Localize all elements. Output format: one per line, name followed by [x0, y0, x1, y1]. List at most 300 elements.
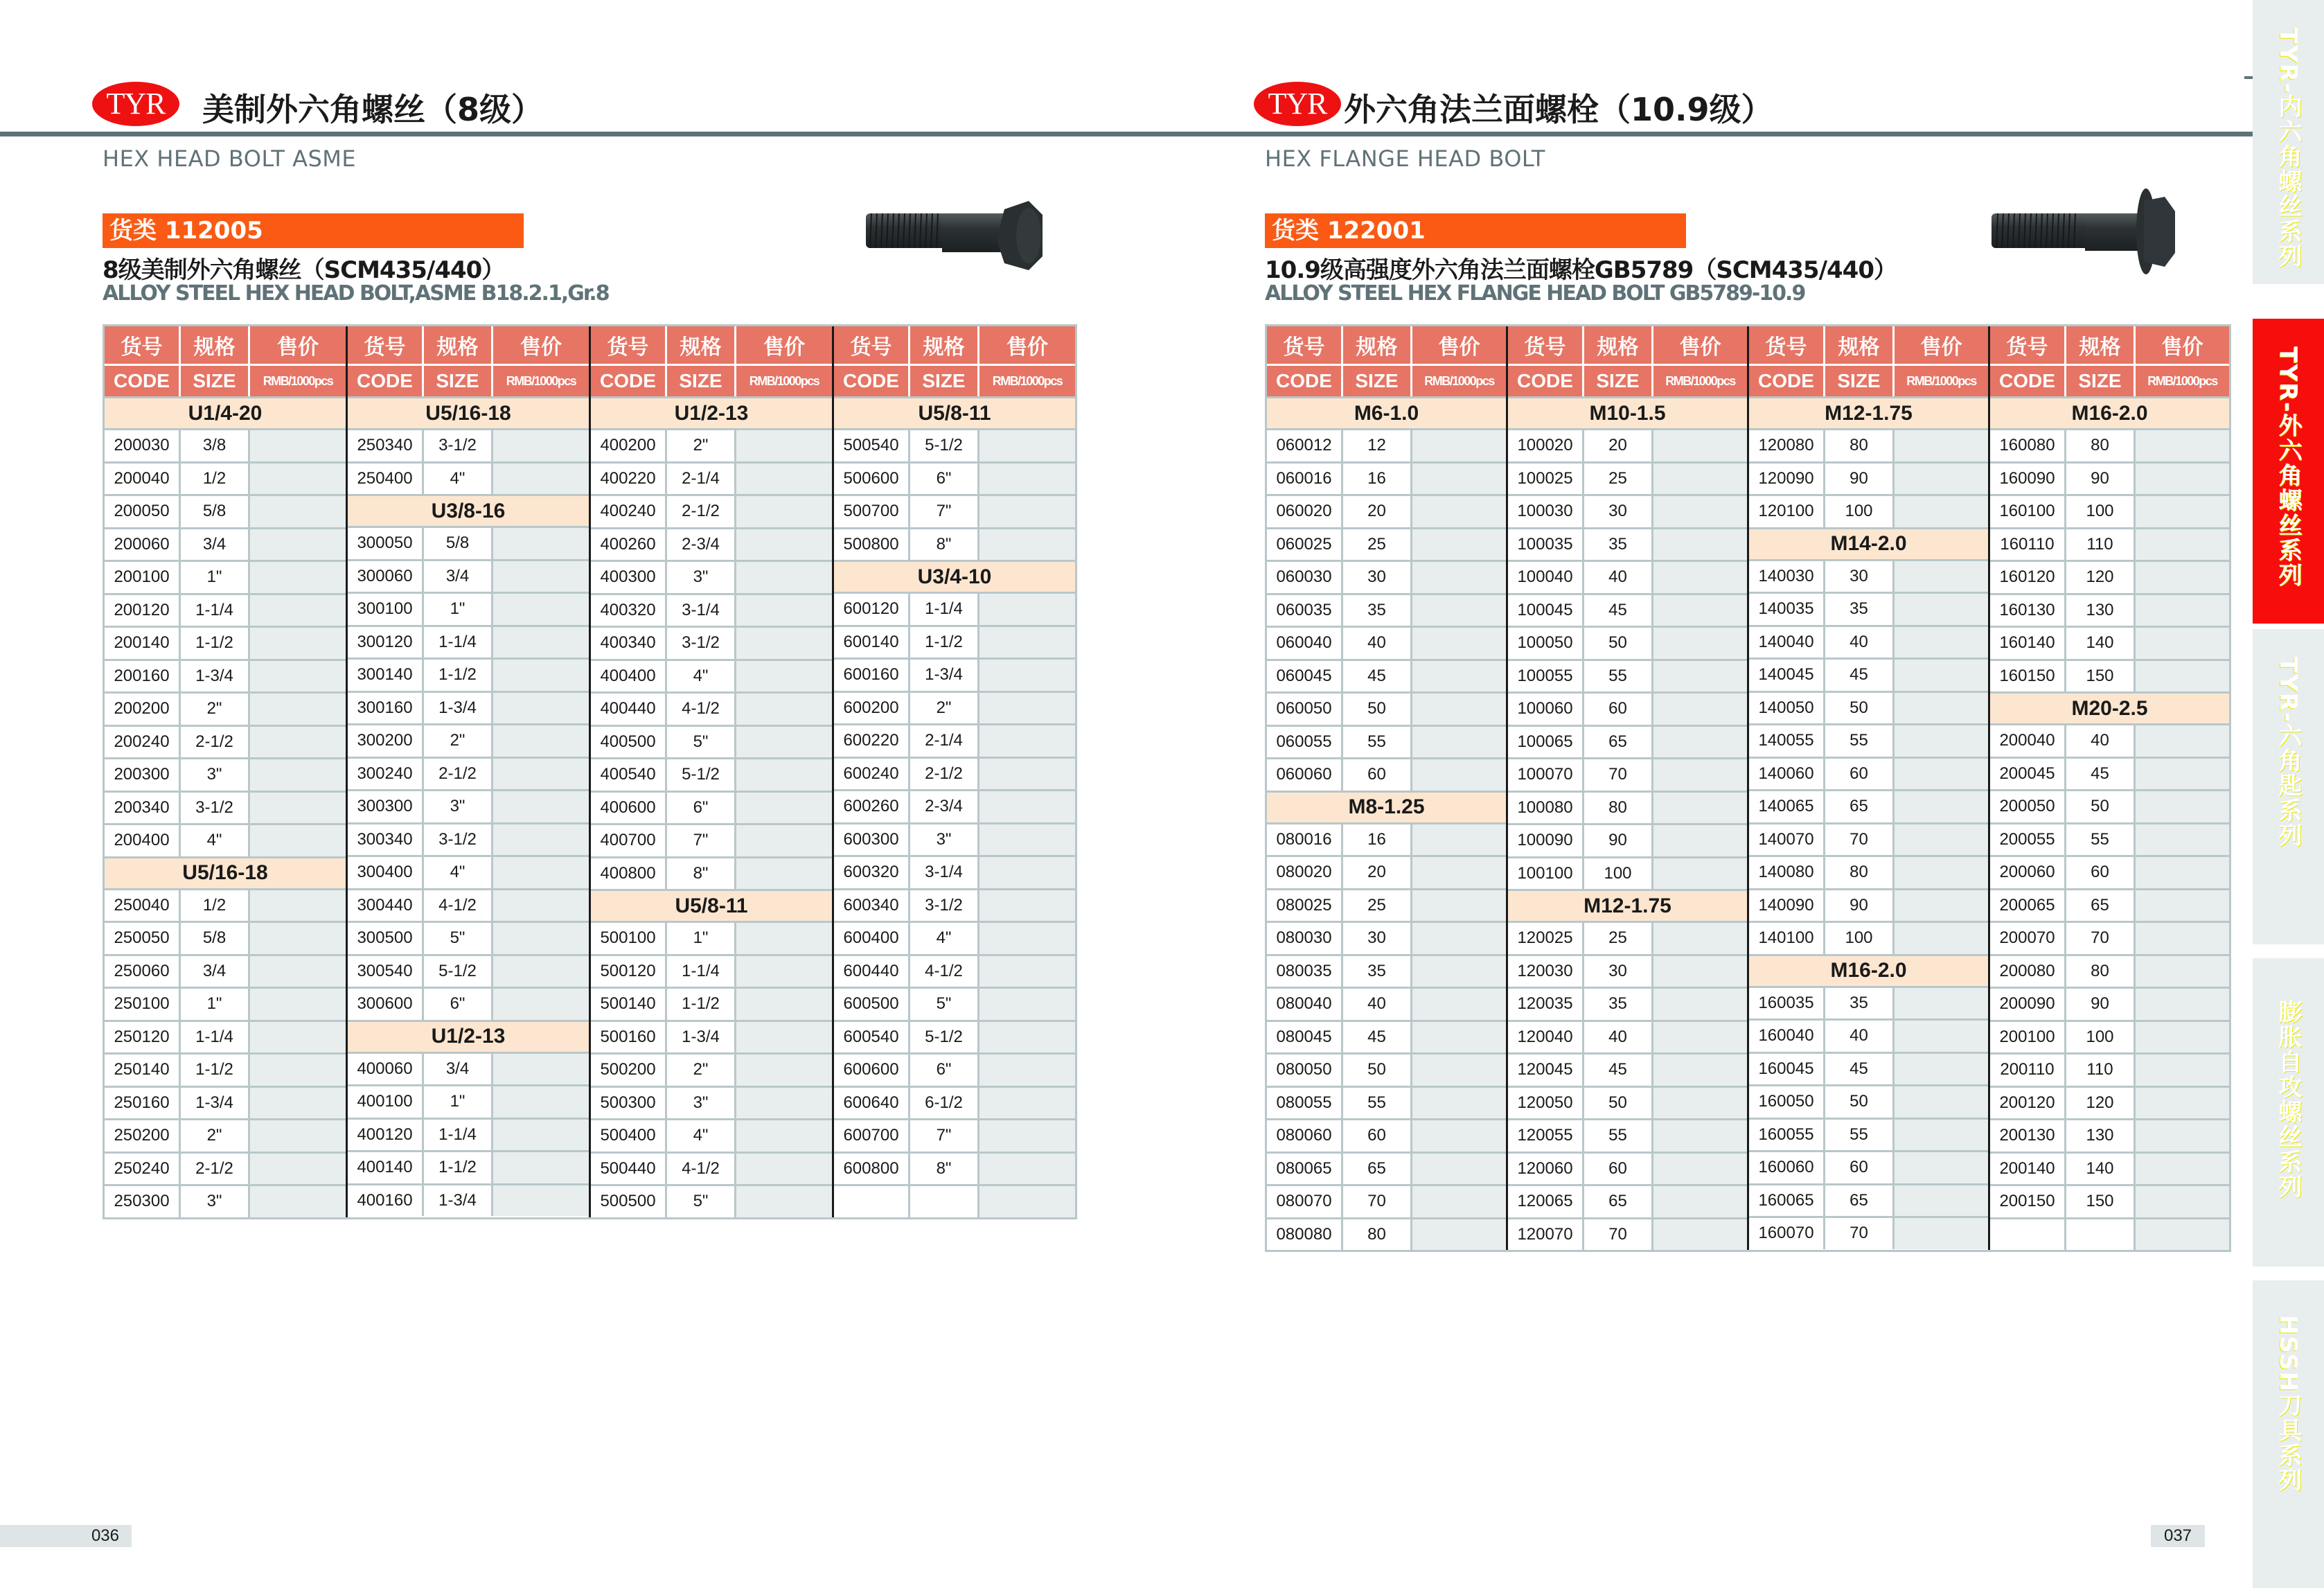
- size-cell: 1-3/4: [424, 693, 493, 724]
- price-cell: [250, 1120, 346, 1152]
- column-header: SIZE: [1343, 366, 1412, 396]
- table-row: [1267, 691, 1506, 725]
- table-row: [1508, 757, 1747, 791]
- size-cell: 3-1/2: [181, 793, 250, 824]
- code-cell: 200055: [1990, 824, 2066, 856]
- price-cell: [2136, 956, 2229, 987]
- table-row: [1990, 593, 2229, 626]
- table-row: [591, 987, 832, 1020]
- price-cell: [979, 1120, 1075, 1152]
- size-cell: 1-1/2: [181, 1055, 250, 1086]
- column-header: 规格: [181, 326, 250, 364]
- price-cell: [493, 1152, 589, 1183]
- price-cell: [736, 1088, 832, 1119]
- price-cell: [2136, 791, 2229, 822]
- code-cell: 400300: [591, 562, 667, 593]
- code-cell: 080045: [1267, 1022, 1343, 1053]
- size-cell: 8": [910, 1154, 979, 1185]
- size-cell: 1": [181, 562, 250, 593]
- table-row: [1749, 1183, 1988, 1217]
- code-cell: 250200: [105, 1120, 181, 1152]
- size-cell: 3": [667, 1088, 736, 1119]
- code-cell: 400440: [591, 694, 667, 725]
- size-cell: 16: [1343, 824, 1412, 856]
- size-cell: 45: [1343, 661, 1412, 692]
- thread-size-band: M16-2.0: [1749, 954, 1988, 986]
- thread-size-band: M6-1.0: [1267, 396, 1506, 428]
- column-header: CODE: [834, 366, 910, 396]
- table-row: [348, 1118, 589, 1151]
- table-row: [1749, 625, 1988, 658]
- code-cell: 200030: [105, 430, 181, 461]
- code-cell: 300400: [348, 857, 424, 888]
- table-row: [1749, 1084, 1988, 1118]
- size-cell: 4-1/2: [667, 1154, 736, 1185]
- table-row: [1508, 1118, 1747, 1152]
- size-cell: 3": [181, 759, 250, 791]
- column-header: 售价: [1006, 335, 1048, 360]
- price-cell: [1653, 923, 1747, 954]
- price-cell: [979, 529, 1075, 561]
- size-cell: 1": [181, 989, 250, 1020]
- table-row: [1749, 559, 1988, 592]
- size-cell: 65: [1584, 1186, 1653, 1217]
- table-row: [105, 593, 346, 626]
- code-cell: 600800: [834, 1154, 910, 1185]
- code-cell: 160080: [1990, 430, 2066, 461]
- price-cell: [1895, 923, 1988, 954]
- table-row: [1990, 461, 2229, 495]
- table-row: [105, 691, 346, 725]
- size-cell: 25: [1584, 464, 1653, 495]
- code-cell: 120060: [1508, 1154, 1584, 1185]
- size-cell: 2": [910, 693, 979, 724]
- code-cell: 300440: [348, 890, 424, 921]
- size-cell: 35: [1825, 594, 1895, 625]
- header-row-en: [834, 366, 1075, 396]
- header-row-zh: [834, 326, 1075, 366]
- table-row: [1267, 954, 1506, 987]
- code-cell: 140030: [1749, 561, 1825, 592]
- code-cell: 400100: [348, 1086, 424, 1118]
- sidebar-tab-hex-keys[interactable]: [2253, 629, 2324, 944]
- thread-size-band: M20-2.5: [1990, 691, 2229, 723]
- price-cell: [979, 923, 1075, 954]
- size-cell: 45: [1825, 660, 1895, 691]
- header-row-en: [1990, 366, 2229, 396]
- price-cell: [736, 825, 832, 856]
- size-cell: 65: [2066, 890, 2136, 921]
- table-row: [1749, 1018, 1988, 1052]
- price-cell: [1653, 430, 1747, 461]
- price-cell: [1895, 1086, 1988, 1118]
- code-cell: 100100: [1508, 858, 1584, 890]
- table-row: [348, 691, 589, 724]
- table-row: [1990, 527, 2229, 561]
- page-title: 美制外六角螺丝（8级）: [202, 91, 544, 128]
- table-row: [348, 723, 589, 757]
- code-cell: 080050: [1267, 1055, 1343, 1086]
- price-cell: [1653, 825, 1747, 856]
- table-row: [591, 593, 832, 626]
- column-header: 售价: [520, 335, 562, 360]
- table-row: [1749, 428, 1988, 461]
- price-cell: [1412, 1154, 1506, 1185]
- hex-head-bolt-table: [103, 324, 1077, 1219]
- column-header: SIZE: [1825, 366, 1895, 396]
- table-row: [591, 626, 832, 659]
- price-cell: [736, 1055, 832, 1086]
- table-row: [1749, 1216, 1988, 1249]
- table-column-group: [1990, 326, 2231, 1250]
- table-row: [348, 625, 589, 658]
- code-cell: 300120: [348, 627, 424, 658]
- page-subtitle: HEX HEAD BOLT ASME: [103, 145, 357, 172]
- price-cell: [1653, 1219, 1747, 1251]
- code-cell: 300300: [348, 791, 424, 822]
- price-cell: [1412, 1186, 1506, 1217]
- table-row: [1267, 560, 1506, 593]
- size-cell: 2-1/4: [667, 464, 736, 495]
- size-cell: 50: [1825, 1086, 1895, 1118]
- table-row: [1267, 494, 1506, 527]
- thread-size-band: M10-1.5: [1508, 396, 1747, 428]
- size-cell: 30: [1584, 496, 1653, 527]
- code-cell: 120035: [1508, 989, 1584, 1020]
- header-row-en: [348, 366, 589, 396]
- table-row: [105, 428, 346, 461]
- code-cell: 500100: [591, 923, 667, 954]
- price-cell: [1895, 791, 1988, 822]
- size-cell: 45: [1343, 1022, 1412, 1053]
- table-row: [834, 723, 1075, 757]
- price-cell: [2136, 1088, 2229, 1119]
- code-cell: 120055: [1508, 1120, 1584, 1152]
- size-cell: 6": [667, 793, 736, 824]
- column-header: 货号: [1508, 326, 1584, 364]
- thread-size-band: U5/16-18: [105, 856, 346, 888]
- size-cell: 5-1/2: [910, 430, 979, 461]
- size-cell: 2-1/2: [667, 496, 736, 527]
- price-cell: [493, 1185, 589, 1217]
- code-cell: 500500: [591, 1186, 667, 1217]
- code-cell: 250140: [105, 1055, 181, 1086]
- code-cell: 140100: [1749, 923, 1825, 954]
- size-cell: 45: [1584, 595, 1653, 626]
- column-header: RMB/1000pcs: [1424, 373, 1494, 388]
- size-cell: 1-1/2: [424, 660, 493, 691]
- size-cell: 90: [2066, 989, 2136, 1020]
- price-cell: [736, 628, 832, 659]
- size-cell: 8": [910, 529, 979, 561]
- price-cell: [2136, 1120, 2229, 1152]
- size-cell: 55: [1584, 661, 1653, 692]
- size-cell: 40: [1825, 627, 1895, 658]
- sidebar-tab-hssh-tools[interactable]: [2253, 1280, 2324, 1588]
- size-cell: 55: [1584, 1120, 1653, 1152]
- size-cell: 5": [910, 989, 979, 1020]
- price-cell: [2136, 923, 2229, 954]
- price-cell: [1653, 1186, 1747, 1217]
- code-cell: 250100: [105, 989, 181, 1020]
- header-row-zh: [105, 326, 346, 366]
- code-cell: 250120: [105, 1022, 181, 1053]
- price-cell: [1412, 1088, 1506, 1119]
- price-cell: [2136, 1154, 2229, 1185]
- table-row: [834, 461, 1075, 495]
- code-cell: 160060: [1749, 1152, 1825, 1183]
- table-row: [1749, 1118, 1988, 1151]
- size-cell: 100: [1825, 496, 1895, 527]
- table-row: [591, 1184, 832, 1217]
- code-cell: 500800: [834, 529, 910, 561]
- code-cell: 200120: [1990, 1088, 2066, 1119]
- size-cell: 55: [1825, 1120, 1895, 1151]
- sidebar-tab-hex-head-screws[interactable]: [2253, 319, 2324, 624]
- column-header: 规格: [1825, 326, 1895, 364]
- code-cell: 600440: [834, 956, 910, 987]
- column-header: 售价: [1679, 335, 1721, 360]
- price-cell: [1653, 956, 1747, 987]
- code-cell: 120030: [1508, 956, 1584, 987]
- table-row: [1749, 691, 1988, 724]
- table-column-group: [834, 326, 1077, 1217]
- size-cell: 60: [1343, 759, 1412, 791]
- price-cell: [1412, 496, 1506, 527]
- code-cell: 200040: [1990, 725, 2066, 757]
- table-row: [1508, 1217, 1747, 1251]
- table-row: [1990, 1152, 2229, 1185]
- table-row: [1508, 1152, 1747, 1185]
- code-cell: 600320: [834, 857, 910, 888]
- code-cell: 080060: [1267, 1120, 1343, 1152]
- table-row: [834, 1184, 1075, 1217]
- code-cell: 120090: [1749, 464, 1825, 495]
- table-row: [1267, 888, 1506, 921]
- price-cell: [1895, 759, 1988, 790]
- thread-size-band: U5/8-11: [834, 396, 1075, 428]
- size-cell: 60: [1825, 1152, 1895, 1183]
- price-cell: [493, 693, 589, 724]
- table-row: [348, 757, 589, 790]
- table-row: [1267, 593, 1506, 626]
- table-row: [348, 428, 589, 461]
- code-cell: 120050: [1508, 1088, 1584, 1119]
- table-row: [1749, 789, 1988, 822]
- column-header: 售价: [1920, 335, 1962, 360]
- price-cell: [979, 496, 1075, 527]
- table-row: [348, 1183, 589, 1217]
- table-row: [1508, 823, 1747, 856]
- price-cell: [2136, 562, 2229, 593]
- price-cell: [736, 1022, 832, 1053]
- code-cell: 140045: [1749, 660, 1825, 691]
- code-cell: 200050: [1990, 791, 2066, 822]
- table-row: [105, 1152, 346, 1185]
- size-cell: 6": [424, 989, 493, 1020]
- table-row: [1267, 987, 1506, 1020]
- size-cell: 110: [2066, 1055, 2136, 1086]
- size-cell: 5/8: [181, 923, 250, 954]
- size-cell: 2-1/2: [181, 1154, 250, 1185]
- price-cell: [1412, 595, 1506, 626]
- code-cell: 060050: [1267, 694, 1343, 725]
- price-cell: [250, 661, 346, 692]
- size-cell: 1-1/2: [181, 628, 250, 659]
- size-cell: 3-1/4: [910, 857, 979, 888]
- size-cell: 150: [2066, 1186, 2136, 1217]
- code-cell: 060060: [1267, 759, 1343, 791]
- size-cell: 100: [2066, 1022, 2136, 1053]
- size-cell: 90: [2066, 464, 2136, 495]
- table-row: [834, 822, 1075, 856]
- code-cell: 140060: [1749, 759, 1825, 790]
- table-column-group: [591, 326, 834, 1217]
- size-cell: 40: [1584, 1022, 1653, 1053]
- size-cell: 2-1/2: [910, 759, 979, 790]
- sidebar-tab-socket-screws[interactable]: [2253, 0, 2324, 284]
- size-cell: 3": [910, 824, 979, 856]
- code-cell: [1990, 1219, 2066, 1251]
- table-row: [105, 1020, 346, 1053]
- code-cell: 600400: [834, 923, 910, 954]
- price-cell: [1412, 727, 1506, 758]
- price-cell: [250, 989, 346, 1020]
- size-cell: 4": [910, 923, 979, 954]
- table-row: [591, 791, 832, 824]
- column-header: RMB/1000pcs: [2147, 373, 2217, 388]
- table-column-group: [348, 326, 591, 1217]
- size-cell: [910, 1186, 979, 1217]
- product-standard: ALLOY STEEL HEX FLANGE HEAD BOLT GB5789-10.9: [1265, 281, 1805, 306]
- size-cell: 3/4: [424, 561, 493, 592]
- table-row: [1508, 791, 1747, 824]
- price-cell: [1653, 595, 1747, 626]
- product-standard: ALLOY STEEL HEX HEAD BOLT,ASME B18.2.1,Gr.8: [103, 281, 609, 306]
- thread-size-band: U1/4-20: [105, 396, 346, 428]
- header-row-en: [591, 366, 832, 396]
- thread-size-band: U1/2-13: [591, 396, 832, 428]
- thread-size-band: M16-2.0: [1990, 396, 2229, 428]
- table-row: [591, 725, 832, 758]
- size-cell: 1-1/2: [667, 989, 736, 1020]
- table-row: [591, 560, 832, 593]
- code-cell: 300160: [348, 693, 424, 724]
- code-cell: 200100: [105, 562, 181, 593]
- code-cell: 160045: [1749, 1054, 1825, 1085]
- catalog-page-right: [1136, 0, 2253, 1588]
- size-cell: 3-1/2: [424, 824, 493, 856]
- code-cell: 300060: [348, 561, 424, 592]
- table-column-group: [1749, 326, 1990, 1250]
- header-row-en: [105, 366, 346, 396]
- size-cell: 3/8: [181, 430, 250, 461]
- price-cell: [1653, 1022, 1747, 1053]
- table-row: [591, 527, 832, 561]
- code-cell: 400060: [348, 1054, 424, 1085]
- code-cell: 160050: [1749, 1086, 1825, 1118]
- table-row: [1267, 855, 1506, 888]
- column-header: 售价: [277, 335, 319, 360]
- price-cell: [493, 1120, 589, 1151]
- size-cell: 30: [1343, 562, 1412, 593]
- size-cell: 3": [181, 1186, 250, 1217]
- code-cell: 600640: [834, 1088, 910, 1119]
- price-cell: [1895, 561, 1988, 592]
- size-cell: 20: [1584, 430, 1653, 461]
- table-row: [1267, 1217, 1506, 1251]
- table-row: [1508, 626, 1747, 659]
- price-cell: [2136, 529, 2229, 561]
- table-row: [105, 560, 346, 593]
- table-row: [1508, 593, 1747, 626]
- header-row-zh: [1749, 326, 1988, 366]
- table-row: [105, 1118, 346, 1152]
- price-cell: [979, 956, 1075, 987]
- price-cell: [1653, 727, 1747, 758]
- code-cell: 200340: [105, 793, 181, 824]
- price-cell: [250, 1022, 346, 1053]
- code-cell: 400600: [591, 793, 667, 824]
- table-row: [1990, 659, 2229, 692]
- table-row: [105, 494, 346, 527]
- price-cell: [1653, 464, 1747, 495]
- price-cell: [2136, 725, 2229, 757]
- table-row: [348, 526, 589, 559]
- price-cell: [1653, 793, 1747, 824]
- price-cell: [979, 857, 1075, 888]
- size-cell: 4": [424, 857, 493, 888]
- price-cell: [1412, 890, 1506, 921]
- size-cell: 2": [667, 1055, 736, 1086]
- product-name: 8级美制外六角螺丝（SCM435/440）: [103, 256, 505, 284]
- size-cell: 90: [1825, 890, 1895, 921]
- table-row: [1267, 757, 1506, 791]
- code-cell: 200300: [105, 759, 181, 791]
- column-header: 规格: [1584, 326, 1653, 364]
- code-cell: 200140: [105, 628, 181, 659]
- price-cell: [1895, 890, 1988, 921]
- price-cell: [1653, 661, 1747, 692]
- price-cell: [493, 890, 589, 921]
- thread-size-band: M8-1.25: [1267, 791, 1506, 822]
- code-cell: 100030: [1508, 496, 1584, 527]
- price-cell: [1412, 1120, 1506, 1152]
- column-header: SIZE: [424, 366, 493, 396]
- table-row: [348, 592, 589, 625]
- code-cell: 500120: [591, 956, 667, 987]
- table-row: [105, 626, 346, 659]
- code-cell: 160090: [1990, 464, 2066, 495]
- code-cell: 200240: [105, 727, 181, 758]
- code-cell: 140055: [1749, 725, 1825, 757]
- price-cell: [979, 791, 1075, 822]
- code-cell: 160100: [1990, 496, 2066, 527]
- thread-size-band: M12-1.75: [1508, 889, 1747, 921]
- code-cell: 160150: [1990, 661, 2066, 692]
- size-cell: 2": [667, 430, 736, 461]
- code-cell: 140040: [1749, 627, 1825, 658]
- size-cell: 3": [424, 791, 493, 822]
- size-cell: 30: [1584, 956, 1653, 987]
- table-row: [1267, 725, 1506, 758]
- size-cell: 50: [2066, 791, 2136, 822]
- sidebar-tab-expansion-screws[interactable]: [2253, 958, 2324, 1267]
- price-cell: [979, 725, 1075, 757]
- code-cell: 100045: [1508, 595, 1584, 626]
- header-row-en: [1508, 366, 1747, 396]
- size-cell: 65: [1343, 1154, 1412, 1185]
